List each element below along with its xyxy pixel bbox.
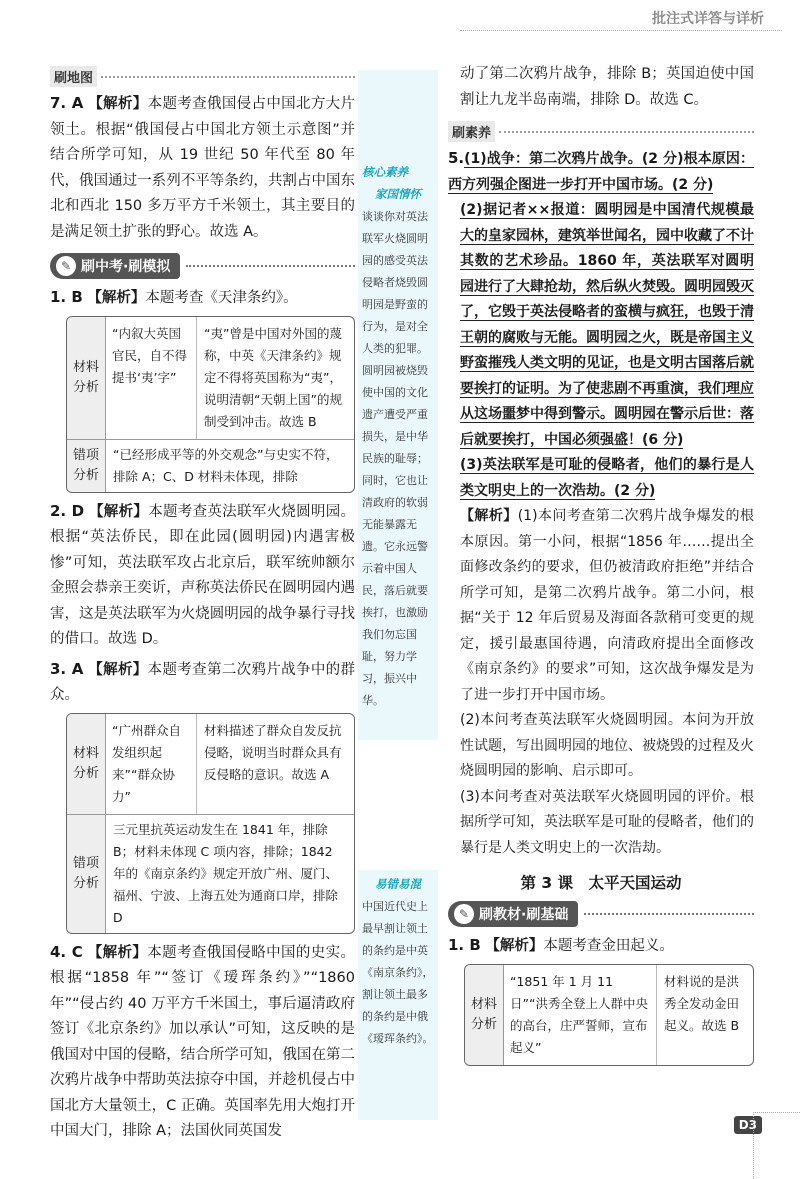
q1b (448, 933, 754, 960)
side-heading-confusion: 易错易混 (375, 877, 421, 891)
q5-a1-line (448, 146, 754, 198)
q2-num: 2. D (50, 501, 85, 520)
page-number: D3 (734, 1116, 762, 1134)
q5-explain-3: (3)本问考查对英法联军火烧圆明园的评价。根据所学可知，英法联军是可耻的侵略者，他们的暴行是人类文明史上的一次浩劫。 (460, 788, 754, 856)
side-heading-patriotism: 家国情怀 (375, 187, 421, 201)
q3-analysis-box (66, 713, 355, 934)
banner-exam-label: 刷中考·刷模拟 (81, 259, 171, 275)
q7 (50, 91, 355, 245)
q1b-material-quote: “1851 年 1 月 11 日”“洪秀全登上人群中央的高台，庄严誓师，宣布起义” (504, 965, 657, 1065)
q5-answer-3: (3)英法联军是可耻的侵略者，他们的暴行是人类文明史上的一次浩劫。(2 分) (460, 457, 754, 499)
q3-wrong-text: 三元里抗英运动发生在 1841 年，排除 B；材料未体现 C 项内容，排除；1842 年的《南京条约》规定开放广州、厦门、福州、宁波、上海五处为通商口岸，排除 D (113, 821, 339, 925)
q1b-analysis-box (464, 964, 754, 1066)
q1 (50, 285, 355, 312)
side-note-confusion (358, 870, 438, 1120)
q1-material-label: 材料分析 (67, 317, 106, 439)
q4-continued: 动了第二次鸦片战争，排除 B；英国迫使中国割让九龙半岛南端，排除 D。故选 C。 (460, 66, 754, 108)
q5-answer-2: (2)据记者××报道：圆明园是中国清代规模最大的皇家园林，建筑举世闻名，园中收藏了不计其数的艺术珍品。1860 年，英法联军对圆明园进行了大肆抢劫，然后纵火焚毁。圆明园毁灭了，它毁于英法侵略者的蛮横与疯狂，也毁于清王朝的腐败与无能。圆明园之火，既是帝国主义野蛮摧残人类文明的见证，也是文明古国落后就要挨打的证明。为了使悲剧不再重演，我们理应从这场噩梦中得到警示。圆明园在警示后世：落后就要挨打，中国必须强盛！(6 分) (460, 202, 754, 448)
q3-text: 本题考查第二次鸦片战争中的群众。 (50, 661, 356, 703)
q5-tag: 【解析】 (460, 508, 518, 524)
q5-e1-line (448, 504, 754, 708)
q3-material-quote: “广州群众自发组织起来”“群众协力” (106, 714, 197, 814)
pen-icon: ✎ (56, 256, 76, 276)
q1b-material-analysis: 材料说的是洪秀全发动金田起义。故选 B (664, 973, 740, 1033)
q5-answer-1: (1)战争：第二次鸦片战争。(2 分)根本原因：西方列强企图进一步打开中国市场。(2 分) (448, 151, 754, 193)
section-map-label: 刷地图 (50, 66, 97, 87)
q3-wrong-label: 错项分析 (67, 815, 106, 933)
banner-textbook-label: 刷教材·刷基础 (479, 907, 569, 923)
q1-material-quote: “内叙大英国官民，自不得提书‘夷’字” (106, 317, 197, 439)
banner-exam (50, 253, 355, 279)
lesson-title: 第 3 课 太平天国运动 (520, 874, 682, 892)
side-note-patriotism (358, 70, 438, 740)
q3-material-analysis: 材料描述了群众自发反抗侵略，说明当时群众具有反侵略的意识。故选 A (204, 722, 342, 782)
q5-explain-1: (1)本问考查第二次鸦片战争爆发的根本原因。第一小问，根据“1856 年……提出全面修改条约的要求，但仍被清政府拒绝”并结合所学可知，是第二次鸦片战争。第二小问，根据“关于 12 年后贸易及海面各款稍可变更的规定，援引最惠国待遇，向清政府提出全面修改《南京条约》的要求”可知，这次战争爆发是为了进一步打开中国市场。 (460, 508, 754, 703)
q1-text: 本题考查《天津条约》。 (145, 290, 298, 306)
corner-decoration (753, 1112, 800, 1179)
header-divider (460, 30, 782, 31)
q4-tag: 【解析】 (87, 944, 148, 961)
q3-tag: 【解析】 (88, 661, 148, 678)
section-map (50, 66, 355, 87)
q3-num: 3. A (50, 659, 84, 678)
q3-material-label: 材料分析 (67, 714, 106, 814)
q1b-tag: 【解析】 (485, 938, 544, 954)
banner-textbook (448, 901, 754, 927)
q2-text: 本题考查英法联军火烧圆明园。根据“英法侨民，即在此园(圆明园)内遇害极惨”可知，英法联军攻占北京后，联军统帅额尔金照会恭亲王奕䜣，声称英法侨民在圆明园内遇害，这是英法联军为火烧圆明园的战争暴行寻找的借口。故选 D。 (50, 503, 356, 647)
q1b-material-label: 材料分析 (465, 965, 504, 1065)
q2-tag: 【解析】 (89, 503, 149, 520)
section-literacy (448, 121, 754, 142)
q5-explain-2: (2)本问考查英法联军火烧圆明园。本问为开放性试题，写出圆明园的地位、被烧毁的过程及火烧圆明园的影响、启示即可。 (460, 712, 754, 779)
left-column (50, 62, 355, 1145)
q1b-num: 1. B (448, 936, 481, 954)
q1-wrong-text: “已经形成平等的外交观念”与史实不符，排除 A；C、D 材料未体现，排除 (113, 446, 339, 484)
q1-num: 1. B (50, 288, 83, 306)
q7-tag: 【解析】 (88, 96, 148, 112)
section-literacy-label: 刷素养 (448, 121, 495, 142)
q2 (50, 499, 355, 653)
header-title: 批注式详答与详析 (652, 11, 764, 27)
side-text-confusion: 中国近代史上最早割让领土的条约是中英《南京条约》，割让领土最多的条约是中俄《瑷珲条约》。 (362, 900, 434, 1045)
q1-analysis-box (66, 316, 355, 493)
q5-num: 5. (448, 149, 465, 167)
q1b-text: 本题考查金田起义。 (543, 938, 674, 954)
pen-icon: ✎ (454, 904, 474, 924)
q1-material-analysis: “夷”曾是中国对外国的蔑称，中英《天津条约》规定不得将英国称为“夷”，说明清朝“天朝上国”的规制受到冲击。故选 B (204, 325, 342, 429)
q1-tag: 【解析】 (87, 290, 146, 306)
q4-text: 本题考查俄国侵略中国的史实。根据“1858 年”“签订《瑷珲条约》”“1860 年”“侵占约 40 万平方千米国土，事后逼清政府签订《北京条约》加以承认”可知，这反映的是俄国对中国的侵略，结合所学可知，俄国在第二次鸦片战争中帮助英法掠夺中国，并趁机侵占中国北方大量领土，C 正确。英国率先用大炮打开中国大门，排除 A；法国伙同英国发 (50, 944, 356, 1139)
q1-wrong-label: 错项分析 (67, 440, 106, 492)
side-text-patriotism: 谈谈你对英法联军火烧圆明园的感受英法侵略者烧毁圆明园是野蛮的行为，是对全人类的犯罪。圆明园被烧毁使中国的文化遗产遭受严重损失，是中华民族的耻辱；同时，它也让清政府的软弱无能暴露无遗。它永远警示着中国人民，落后就要挨打，也激励我们勿忘国耻，努力学习，振兴中华。 (362, 210, 428, 707)
q3 (50, 657, 355, 709)
right-column (448, 62, 754, 1072)
q5-a2-line (448, 198, 754, 453)
q7-num: 7. A (50, 94, 84, 112)
q5-a3-line (448, 453, 754, 504)
q4-num: 4. C (50, 942, 83, 961)
q7-text: 本题考查俄国侵占中国北方大片领土。根据“俄国侵占中国北方领土示意图”并结合所学可知，从 19 世纪 50 年代至 80 年代，俄国通过一系列不平等条约，共割占中国东北和西北 150 多万平方千米领土，其主要目的是满足领土扩张的野心。故选 A。 (50, 96, 356, 240)
side-heading-core: 核心素养 (362, 165, 408, 179)
q4 (50, 940, 355, 1145)
q5 (448, 146, 754, 861)
